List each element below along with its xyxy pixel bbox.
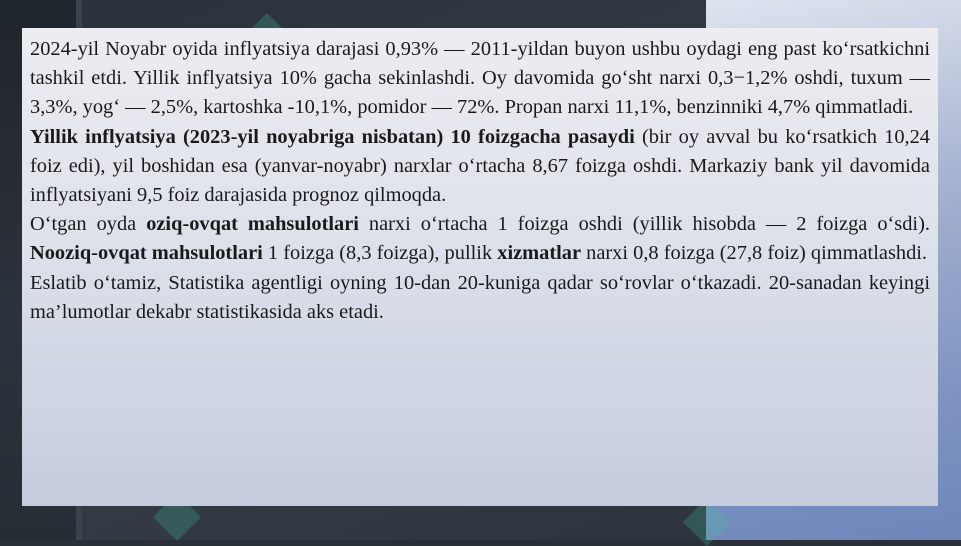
paragraph-text: Eslatib o‘tamiz, Statistika agentligi oyning 10-dan 20-kuniga qadar so‘rovlar o‘tkazadi. 20-sanadan keyingi ma’lumotlar dekabr statistikasida aks etadi. [30, 271, 930, 323]
paragraph-text: narxi o‘rtacha 1 foizga oshdi (yillik hisobda — 2 foizga o‘sdi). [358, 213, 930, 236]
bold-text: xizmatlar [497, 242, 582, 265]
paragraph-survey-note [30, 269, 930, 327]
paragraph-monthly-inflation [30, 35, 930, 123]
paragraph-text: O‘tgan oyda [30, 213, 147, 236]
paragraph-annual-inflation [30, 123, 930, 211]
paragraph-price-categories [30, 210, 930, 268]
text-panel [22, 28, 938, 506]
bold-text: Nooziq-ovqat mahsulotlari [30, 242, 263, 265]
bold-text: oziq-ovqat mahsulotlari [146, 213, 359, 236]
paragraph-text: 2024-yil Noyabr oyida inflyatsiya darajasi 0,93% — 2011-yildan buyon ushbu oydagi eng past ko‘rsatkichni tashkil etdi. Yillik inflyatsiya 10% gacha sekinlashdi. Oy davomida go‘sht narxi 0,3−1,2% oshdi, tuxum — 3,3%, yog‘ — 2,5%, kartoshka -10,1%, pomidor — 72%. Propan narxi 11,1%, benzinniki 4,7% qimmatladi. [30, 38, 930, 119]
paragraph-text: 1 foizga (8,3 foizga), pullik [262, 242, 498, 265]
paragraph-text: (bir oy avval bu ko‘rsatkich 10,24 foiz edi), yil boshidan esa (yanvar-noyabr) narxlar o‘rtacha 8,67 foizga oshdi. Markaziy bank yil davomida inflyatsiyani 9,5 foiz darajasida prognoz qilmoqda. [30, 125, 931, 207]
paragraph-text: narxi 0,8 foizga (27,8 foiz) qimmatlashdi. [581, 242, 928, 265]
bold-text: Yillik inflyatsiya (2023-yil noyabriga nisbatan) 10 foizgacha pasaydi [30, 125, 635, 148]
